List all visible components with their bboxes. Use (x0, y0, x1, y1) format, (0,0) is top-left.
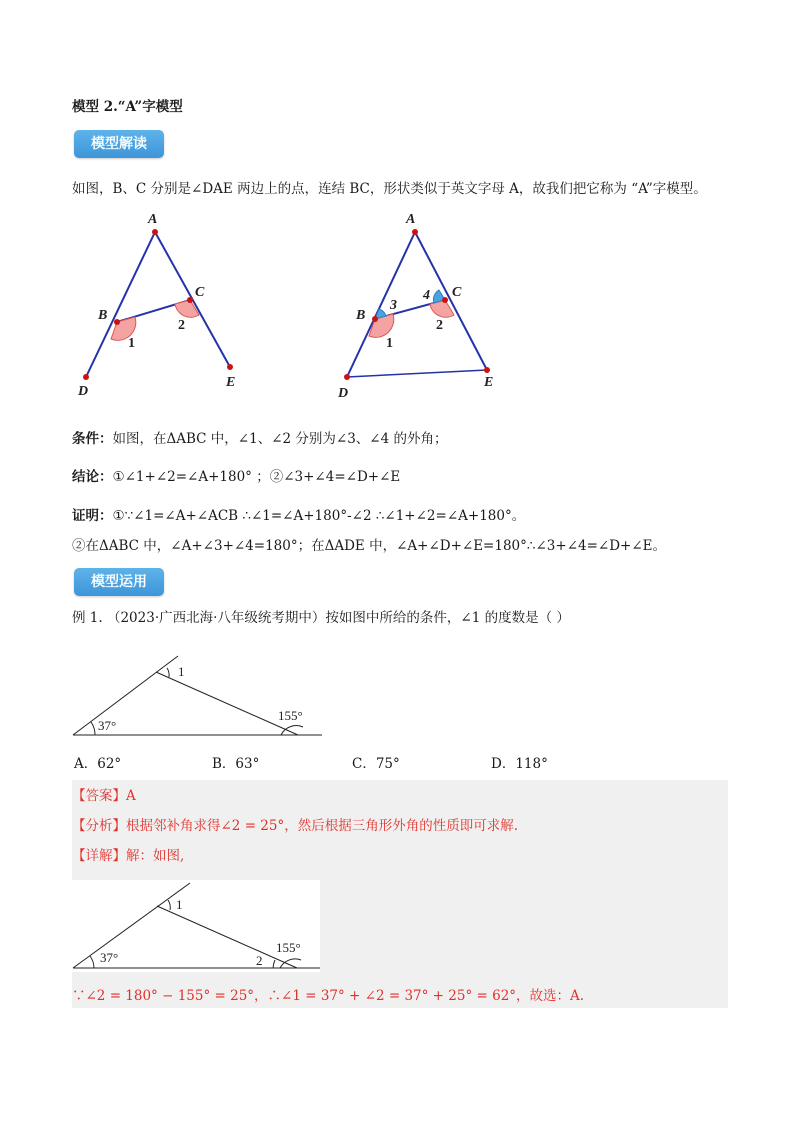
label-A: A (406, 212, 416, 227)
intro-text: 如图，B、C 分别是∠DAE 两边上的点，连结 BC，形状类似于英文字母 A，故我们把它称为 “A”字模型。 (72, 181, 707, 197)
detail-label-angle-1: 1 (176, 897, 183, 912)
analysis-line (72, 817, 518, 835)
condition-line (72, 430, 447, 448)
label-C: C (452, 285, 462, 300)
option-b[interactable]: B．63° (212, 756, 260, 772)
figure-a-model-full (330, 205, 520, 400)
fig-label-angle-1: 1 (178, 664, 185, 679)
figure-a-model-basic (74, 205, 274, 395)
label-E: E (484, 375, 494, 390)
answer-label: 【答案】 (72, 788, 126, 804)
detail-figure (70, 880, 322, 972)
condition-text: 如图，在ΔABC 中，∠1、∠2 分别为∠3、∠4 的外角； (112, 431, 448, 447)
option-d[interactable]: D．118° (491, 756, 548, 772)
section-title: 模型 2.“A”字模型 (72, 99, 183, 115)
proof-line-1 (72, 507, 525, 525)
angle-2-mark (175, 300, 199, 317)
badge-model-application: 模型运用 (74, 568, 164, 596)
label-angle-1: 1 (386, 336, 393, 351)
label-angle-1: 1 (128, 336, 135, 351)
conclusion-label: 结论： (72, 469, 113, 485)
proof-label: 证明： (72, 508, 113, 524)
analysis-text: 根据邻补角求得∠2 = 25°，然后根据三角形外角的性质即可求解. (126, 818, 519, 834)
detail-label-37: 37° (100, 950, 119, 965)
analysis-label: 【分析】 (72, 818, 126, 834)
label-angle-4: 4 (423, 288, 430, 303)
answer-line (72, 787, 136, 805)
label-B: B (98, 308, 108, 323)
answer-value: A (126, 788, 136, 804)
example-1-figure (70, 645, 330, 740)
conclusion-text: ①∠1+∠2=∠A+180° ；②∠3+∠4=∠D+∠E (112, 469, 401, 485)
detail-label: 【详解】 (72, 848, 126, 864)
option-a[interactable]: A．62° (74, 756, 122, 772)
detail-label-angle-2: 2 (256, 953, 263, 968)
proof-text-1: ①∵∠1=∠A+∠ACB ∴∠1=∠A+180°-∠2 ∴∠1+∠2=∠A+180°。 (112, 508, 526, 524)
fig-label-37: 37° (98, 718, 117, 733)
proof-line-2: ②在ΔABC 中，∠A+∠3+∠4=180°；在ΔADE 中，∠A+∠D+∠E=180°∴∠3+∠4=∠D+∠E。 (72, 538, 667, 554)
label-C: C (195, 285, 205, 300)
label-angle-2: 2 (436, 318, 443, 333)
fig-label-155: 155° (278, 708, 303, 723)
label-E: E (226, 375, 236, 390)
label-D: D (338, 386, 349, 400)
final-solution-line: ∵∠2 = 180° − 155° = 25°，∴∠1 = 37° + ∠2 = 37° + 25° = 62°，故选：A. (72, 988, 585, 1004)
example-1-question: 例 1. （2023·广西北海·八年级统考期中）按如图中所给的条件，∠1 的度数是（ ） (72, 610, 570, 626)
label-D: D (78, 384, 89, 395)
option-c[interactable]: C．75° (352, 756, 400, 772)
badge-model-interpretation: 模型解读 (74, 130, 164, 158)
condition-label: 条件： (72, 431, 113, 447)
label-A: A (148, 212, 158, 227)
detail-line (72, 847, 184, 865)
label-angle-3: 3 (390, 298, 397, 313)
label-angle-2: 2 (178, 318, 185, 333)
detail-text: 解：如图, (126, 848, 185, 864)
label-B: B (356, 308, 366, 323)
detail-label-155: 155° (276, 940, 301, 955)
conclusion-line (72, 468, 400, 486)
